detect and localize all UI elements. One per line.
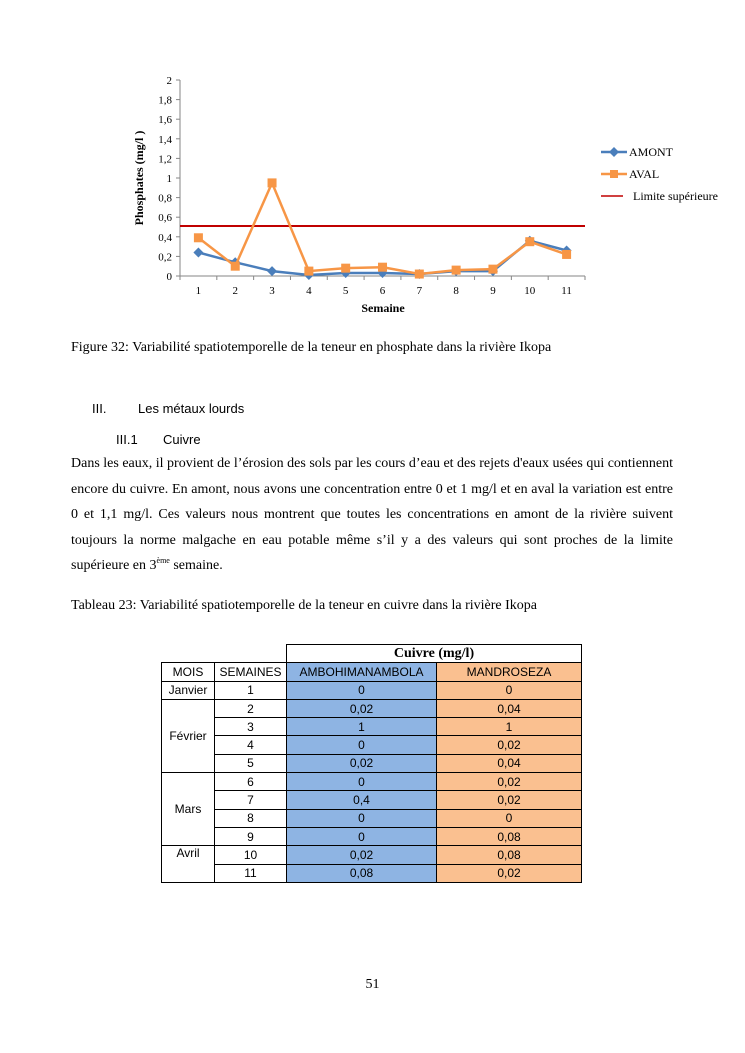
x-tick-label: 3 bbox=[269, 285, 275, 297]
x-axis-title: Semaine bbox=[361, 301, 405, 315]
table-row bbox=[162, 773, 582, 791]
week-cell: 6 bbox=[215, 773, 287, 791]
section-number: III. bbox=[92, 401, 107, 416]
table-row bbox=[162, 827, 582, 845]
legend-label-aval: AVAL bbox=[629, 167, 660, 181]
ambohimanambola-value: 0,4 bbox=[287, 791, 437, 809]
point-aval bbox=[415, 270, 424, 279]
y-tick-label: 1,8 bbox=[158, 94, 172, 107]
mandroseza-value: 0,02 bbox=[437, 791, 582, 809]
table-row bbox=[162, 754, 582, 772]
mandroseza-value: 1 bbox=[437, 718, 582, 736]
header-mandroseza: MANDROSEZA bbox=[437, 663, 582, 681]
x-tick-label: 11 bbox=[561, 285, 572, 297]
week-cell: 9 bbox=[215, 827, 287, 845]
section-title: Les métaux lourds bbox=[138, 401, 245, 416]
point-aval bbox=[562, 250, 571, 259]
ambohimanambola-value: 0 bbox=[287, 773, 437, 791]
point-aval bbox=[231, 262, 240, 271]
header-ambohimanambola: AMBOHIMANAMBOLA bbox=[287, 663, 437, 681]
week-cell: 11 bbox=[215, 864, 287, 882]
x-tick-label: 8 bbox=[453, 285, 459, 297]
ambohimanambola-value: 0,02 bbox=[287, 754, 437, 772]
y-tick-label: 0,6 bbox=[158, 212, 172, 225]
body-paragraph bbox=[71, 451, 673, 579]
ambohimanambola-value: 0 bbox=[287, 681, 437, 699]
mandroseza-value: 0,08 bbox=[437, 827, 582, 845]
x-tick-label: 5 bbox=[342, 285, 349, 297]
ambohimanambola-value: 1 bbox=[287, 718, 437, 736]
table-header-row bbox=[162, 663, 582, 681]
week-cell: 3 bbox=[215, 718, 287, 736]
ambohimanambola-value: 0 bbox=[287, 736, 437, 754]
x-tick-label: 1 bbox=[195, 285, 202, 297]
paragraph-superscript: ème bbox=[156, 556, 170, 565]
x-tick-label: 10 bbox=[524, 285, 536, 297]
page-number: 51 bbox=[365, 977, 380, 992]
table-row bbox=[162, 699, 582, 717]
x-tick-label: 2 bbox=[232, 285, 238, 297]
mandroseza-value: 0,04 bbox=[437, 699, 582, 717]
subsection-number: III.1 bbox=[116, 432, 138, 447]
x-tick-label: 6 bbox=[379, 285, 386, 297]
table-title: Cuivre (mg/l) bbox=[287, 645, 582, 663]
mandroseza-value: 0,08 bbox=[437, 846, 582, 864]
legend-marker-amont bbox=[609, 147, 619, 157]
ambohimanambola-value: 0 bbox=[287, 827, 437, 845]
week-cell: 7 bbox=[215, 791, 287, 809]
point-aval bbox=[488, 265, 497, 274]
y-tick-label: 0,8 bbox=[158, 192, 172, 205]
point-aval bbox=[304, 267, 313, 276]
mandroseza-value: 0 bbox=[437, 681, 582, 699]
week-cell: 2 bbox=[215, 699, 287, 717]
x-tick-label: 7 bbox=[416, 285, 423, 297]
chart-legend bbox=[601, 145, 718, 203]
point-amont bbox=[267, 266, 277, 276]
table-row bbox=[162, 846, 582, 864]
table-row bbox=[162, 809, 582, 827]
phosphate-line-chart bbox=[0, 0, 745, 330]
y-tick-label: 1,6 bbox=[158, 114, 172, 127]
week-cell: 4 bbox=[215, 736, 287, 754]
table-caption: Tableau 23: Variabilité spatiotemporelle de la teneur en cuivre dans la rivière Ikopa bbox=[71, 598, 538, 613]
paragraph-text-end: semaine. bbox=[169, 558, 223, 573]
x-tick-label: 4 bbox=[306, 285, 312, 297]
y-axis-title: Phosphates (mg/l ) bbox=[132, 130, 146, 226]
legend-marker-aval bbox=[610, 170, 618, 178]
month-cell: Mars bbox=[162, 773, 215, 846]
ambohimanambola-value: 0,02 bbox=[287, 699, 437, 717]
week-cell: 10 bbox=[215, 846, 287, 864]
table-title-row bbox=[162, 645, 582, 663]
point-aval bbox=[452, 266, 461, 275]
mandroseza-value: 0,02 bbox=[437, 736, 582, 754]
legend-label-amont: AMONT bbox=[629, 145, 673, 159]
week-cell: 5 bbox=[215, 754, 287, 772]
y-tick-label: 1,2 bbox=[158, 153, 172, 166]
y-tick-label: 0 bbox=[166, 271, 172, 283]
table-row bbox=[162, 681, 582, 699]
header-semaines: SEMAINES bbox=[215, 663, 287, 681]
month-cell: Janvier bbox=[162, 681, 215, 699]
point-aval bbox=[268, 178, 277, 187]
header-mois: MOIS bbox=[162, 663, 215, 681]
mandroseza-value: 0,04 bbox=[437, 754, 582, 772]
table-row bbox=[162, 736, 582, 754]
table-row bbox=[162, 718, 582, 736]
point-aval bbox=[378, 263, 387, 272]
ambohimanambola-value: 0,02 bbox=[287, 846, 437, 864]
ambohimanambola-value: 0,08 bbox=[287, 864, 437, 882]
week-cell: 1 bbox=[215, 681, 287, 699]
mandroseza-value: 0 bbox=[437, 809, 582, 827]
series-line-aval bbox=[198, 183, 566, 274]
month-cell: Février bbox=[162, 699, 215, 772]
month-cell: Avril bbox=[162, 846, 215, 883]
point-amont bbox=[193, 247, 203, 257]
paragraph-text: Dans les eaux, il provient de l’érosion des sols par les cours d’eau et des rejets d'eaux usées qui contiennent encore du cuivre. En amont, nous avons une concentration entre 0 et 1 mg/l et en aval la variation est entre 0 et 1,1 mg/l. Ces valeurs nous montrent que toutes les concentrations en amont de la rivière suivent toujours la norme malgache en eau potable même s’il y a des valeurs qui sont proches de la limite supérieure en 3 bbox=[71, 456, 674, 573]
y-tick-label: 0,2 bbox=[158, 251, 172, 264]
mandroseza-value: 0,02 bbox=[437, 864, 582, 882]
point-aval bbox=[525, 237, 534, 246]
mandroseza-value: 0,02 bbox=[437, 773, 582, 791]
y-tick-label: 1 bbox=[166, 173, 172, 185]
copper-table bbox=[161, 644, 582, 883]
y-tick-label: 0,4 bbox=[158, 231, 172, 244]
x-tick-label: 9 bbox=[490, 285, 496, 297]
legend-label-limit: Limite supérieure bbox=[633, 189, 718, 203]
y-tick-label: 2 bbox=[166, 75, 172, 87]
ambohimanambola-value: 0 bbox=[287, 809, 437, 827]
point-aval bbox=[341, 264, 350, 273]
point-aval bbox=[194, 233, 203, 242]
table-row bbox=[162, 791, 582, 809]
week-cell: 8 bbox=[215, 809, 287, 827]
figure-caption: Figure 32: Variabilité spatiotemporelle de la teneur en phosphate dans la rivière Ikopa bbox=[71, 340, 552, 355]
y-tick-label: 1,4 bbox=[158, 133, 172, 146]
table-row bbox=[162, 864, 582, 882]
subsection-title: Cuivre bbox=[163, 432, 201, 447]
